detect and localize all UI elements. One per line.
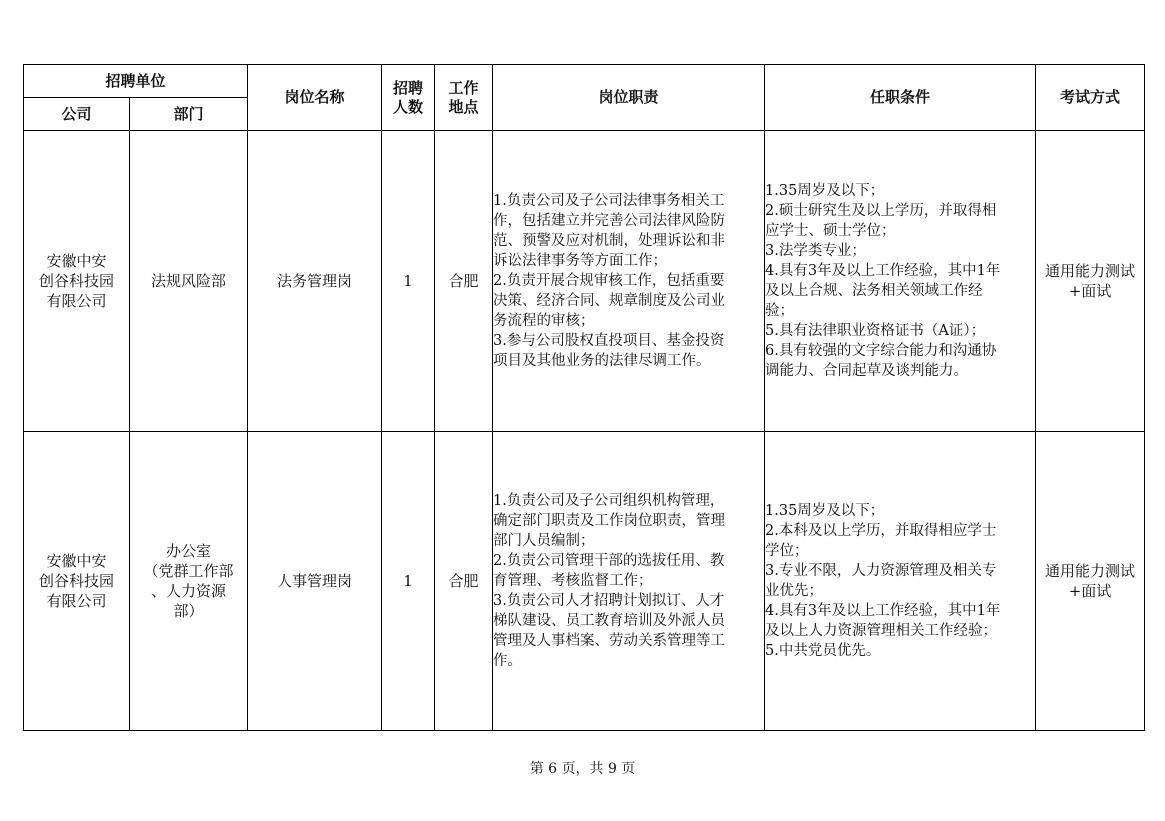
- requirement-line: 6.具有较强的文字综合能力和沟通协: [765, 343, 997, 359]
- company-line: 创谷科技园: [38, 272, 114, 290]
- requirement-line: 及以上合规、法务相关领域工作经: [765, 283, 983, 299]
- duty-line: 务流程的审核；: [493, 313, 595, 329]
- requirement-line: 及以上人力资源管理相关工作经验；: [765, 623, 998, 639]
- duty-line: 确定部门职责及工作岗位职责，管理: [493, 513, 726, 529]
- page-footer: 第 6 页，共 9 页: [529, 761, 636, 777]
- requirement-line: 4.具有3年及以上工作经验，其中1年: [765, 263, 1001, 279]
- duty-line: 管理及人事档案、劳动关系管理等工: [493, 633, 726, 649]
- header-requirements: 任职条件: [765, 65, 1036, 131]
- exam-line: +面试: [1068, 582, 1112, 600]
- dept-line: 、人力资源: [151, 582, 227, 600]
- header-position: 岗位名称: [248, 65, 382, 131]
- header-exam: 考试方式: [1036, 65, 1145, 131]
- location-cell: 合肥: [435, 432, 493, 731]
- company-line: 安徽中安: [46, 252, 107, 270]
- duty-line: 决策、经济合同、规章制度及公司业: [493, 293, 726, 309]
- table-row: [24, 432, 1145, 731]
- dept-cell: [130, 131, 248, 432]
- requirements-cell: [765, 432, 1036, 731]
- requirement-line: 2.硕士研究生及以上学历，并取得相: [765, 203, 997, 219]
- header-location-line2: 地点: [448, 97, 479, 116]
- requirement-line: 3.专业不限，人力资源管理及相关专: [765, 563, 997, 579]
- requirement-line: 业优先；: [765, 583, 824, 599]
- location-cell: 合肥: [435, 131, 493, 432]
- requirement-line: 1.35周岁及以下；: [765, 503, 885, 519]
- requirement-line: 学位；: [765, 543, 809, 559]
- header-location-line1: 工作: [448, 78, 479, 97]
- requirement-line: 5.具有法律职业资格证书（A证）；: [765, 323, 986, 339]
- duty-line: 诉讼法律事务等方面工作；: [493, 253, 668, 269]
- dept-line: 部）: [173, 602, 204, 620]
- company-line: 有限公司: [46, 592, 107, 610]
- header-dept: 部门: [130, 98, 248, 131]
- requirement-line: 4.具有3年及以上工作经验，其中1年: [765, 603, 1001, 619]
- requirement-line: 调能力、合同起草及谈判能力。: [765, 363, 969, 379]
- requirement-line: 3.法学类专业；: [765, 243, 866, 259]
- duty-line: 2.负责开展合规审核工作，包括重要: [493, 273, 725, 289]
- position-cell: 人事管理岗: [248, 432, 382, 731]
- duty-line: 3.参与公司股权直投项目、基金投资: [493, 333, 725, 349]
- exam-cell: [1036, 131, 1145, 432]
- requirement-line: 验；: [765, 303, 795, 319]
- duty-line: 作。: [493, 653, 523, 669]
- requirement-line: 2.本科及以上学历，并取得相应学士: [765, 523, 997, 539]
- exam-line: 通用能力测试: [1045, 562, 1136, 580]
- header-headcount: [382, 65, 435, 131]
- duty-line: 部门人员编制；: [493, 533, 595, 549]
- header-company: 公司: [24, 98, 130, 131]
- requirement-line: 应学士、硕士学位；: [765, 223, 896, 239]
- requirements-cell: [765, 131, 1036, 432]
- duties-cell: [493, 432, 765, 731]
- company-line: 有限公司: [46, 292, 107, 310]
- recruitment-table: [23, 64, 1145, 731]
- requirement-line: 5.中共党员优先。: [765, 643, 881, 659]
- table-row: [24, 131, 1145, 432]
- header-recruiting-unit: 招聘单位: [24, 65, 248, 98]
- requirement-line: 1.35周岁及以下；: [765, 183, 885, 199]
- duties-cell: [493, 131, 765, 432]
- company-line: 创谷科技园: [38, 572, 114, 590]
- header-headcount-line2: 人数: [393, 97, 424, 116]
- duty-line: 范、预警及应对机制，处理诉讼和非: [493, 233, 726, 249]
- header-headcount-line1: 招聘: [393, 78, 424, 97]
- duty-line: 3.负责公司人才招聘计划拟订、人才: [493, 593, 725, 609]
- company-cell: [24, 432, 130, 731]
- headcount-cell: 1: [382, 131, 435, 432]
- position-cell: 法务管理岗: [248, 131, 382, 432]
- dept-line: （党群工作部: [143, 562, 234, 580]
- header-location: [435, 65, 493, 131]
- header-row: [24, 65, 1145, 98]
- exam-cell: [1036, 432, 1145, 731]
- duty-line: 育管理、考核监督工作；: [493, 573, 653, 589]
- company-cell: [24, 131, 130, 432]
- dept-line: 法规风险部: [151, 272, 227, 290]
- dept-line: 办公室: [166, 542, 212, 560]
- duty-line: 1.负责公司及子公司组织机构管理，: [493, 493, 725, 509]
- exam-line: 通用能力测试: [1045, 262, 1136, 280]
- headcount-cell: 1: [382, 432, 435, 731]
- duty-line: 项目及其他业务的法律尽调工作。: [493, 353, 711, 369]
- exam-line: +面试: [1068, 282, 1112, 300]
- header-duties: 岗位职责: [493, 65, 765, 131]
- duty-line: 1.负责公司及子公司法律事务相关工: [493, 193, 725, 209]
- company-line: 安徽中安: [46, 552, 107, 570]
- duty-line: 梯队建设、员工教育培训及外派人员: [493, 613, 726, 629]
- duty-line: 作，包括建立并完善公司法律风险防: [493, 213, 726, 229]
- dept-cell: [130, 432, 248, 731]
- duty-line: 2.负责公司管理干部的选拔任用、教: [493, 553, 725, 569]
